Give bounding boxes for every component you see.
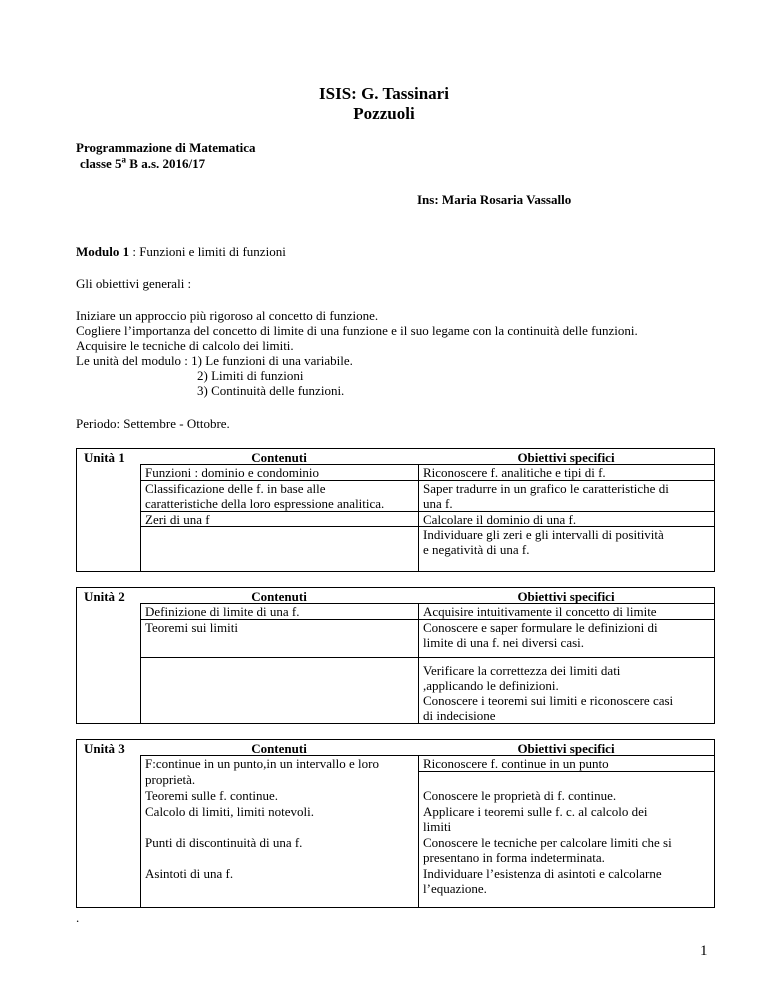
objective-line: limite di una f. nei diversi casi. — [423, 635, 585, 650]
objective-line: Calcolare il dominio di una f. — [423, 512, 577, 527]
objective-line: Riconoscere f. analitiche e tipi di f. — [423, 465, 606, 480]
content-line: Zeri di una f — [145, 512, 210, 527]
unit-label: Unità 2 — [84, 589, 125, 604]
content-line: Punti di discontinuità di una f. — [145, 835, 303, 850]
contents-header: Contenuti — [251, 450, 307, 465]
units-list-item: 2) Limiti di funzioni — [197, 368, 304, 383]
teacher-name: Ins: Maria Rosaria Vassallo — [417, 192, 572, 207]
units-list-item: 3) Continuità delle funzioni. — [197, 383, 345, 398]
objective-line: Conoscere le tecniche per calcolare limiti che si — [423, 835, 672, 850]
content-line: Definizione di limite di una f. — [145, 604, 300, 619]
unit-label: Unità 3 — [84, 741, 125, 756]
period-text: Periodo: Settembre - Ottobre. — [76, 416, 230, 431]
class-line: classe 5$^a$ B a.s. 2016/17 — [80, 154, 206, 171]
objective-line: Acquisire intuitivamente il concetto di limite — [423, 604, 657, 619]
objective-line: Saper tradurre in un grafico le caratteristiche di — [423, 481, 669, 496]
units-intro: Le unità del modulo : 1) Le funzioni di una variabile. — [76, 353, 353, 368]
objectives-header: Obiettivi specifici — [517, 450, 615, 465]
goal-line: Iniziare un approccio più rigoroso al concetto di funzione. — [76, 308, 379, 323]
content-line: proprietà. — [145, 772, 196, 787]
content-line: Funzioni : dominio e condominio — [145, 465, 320, 480]
content-line: Classificazione delle f. in base alle — [145, 481, 326, 496]
objective-line: Conoscere i teoremi sui limiti e riconoscere casi — [423, 693, 674, 708]
objective-line: una f. — [423, 496, 453, 511]
unit-label: Unità 1 — [84, 450, 125, 465]
objective-line: l’equazione. — [423, 881, 487, 896]
content-line: Calcolo di limiti, limiti notevoli. — [145, 804, 314, 819]
city-title: Pozzuoli — [353, 104, 415, 123]
objective-line: di indecisione — [423, 708, 496, 723]
objective-line: Applicare i teoremi sulle f. c. al calcolo dei — [423, 804, 648, 819]
objective-line: Riconoscere f. continue in un punto — [423, 756, 609, 771]
objectives-header: Obiettivi specifici — [517, 589, 615, 604]
objective-line: Conoscere le proprietà di f. continue. — [423, 788, 617, 803]
objectives-header: Obiettivi specifici — [517, 741, 615, 756]
objective-line: ,applicando le definizioni. — [423, 678, 559, 693]
contents-header: Contenuti — [251, 741, 307, 756]
goal-line: Acquisire le tecniche di calcolo dei limiti. — [76, 338, 294, 353]
content-line: Teoremi sui limiti — [145, 620, 238, 635]
content-line: Teoremi sulle f. continue. — [145, 788, 279, 803]
objective-line: Individuare l’esistenza di asintoti e calcolarne — [423, 866, 662, 881]
objective-line: Verificare la correttezza dei limiti dati — [423, 663, 621, 678]
goals-heading: Gli obiettivi generali : — [76, 276, 192, 291]
program-title: Programmazione di Matematica — [76, 140, 256, 155]
objective-line: presentano in forma indeterminata. — [423, 850, 605, 865]
objective-line: limiti — [423, 819, 452, 834]
page-number: 1 — [700, 943, 708, 959]
objective-line: Individuare gli zeri e gli intervalli di positività — [423, 527, 664, 542]
goal-line: Cogliere l’importanza del concetto di limite di una funzione e il suo legame con la continuità delle funzioni. — [76, 323, 638, 338]
content-line: F:continue in un punto,in un intervallo e loro — [145, 756, 379, 771]
contents-header: Contenuti — [251, 589, 307, 604]
module-heading: Modulo 1 : Funzioni e limiti di funzioni — [76, 244, 286, 259]
content-line: Asintoti di una f. — [145, 866, 234, 881]
school-title: ISIS: G. Tassinari — [319, 84, 449, 103]
stray-dot: . — [76, 910, 80, 925]
objective-line: Conoscere e saper formulare le definizioni di — [423, 620, 658, 635]
objective-line: e negatività di una f. — [423, 542, 530, 557]
content-line: caratteristiche della loro espressione analitica. — [145, 496, 385, 511]
